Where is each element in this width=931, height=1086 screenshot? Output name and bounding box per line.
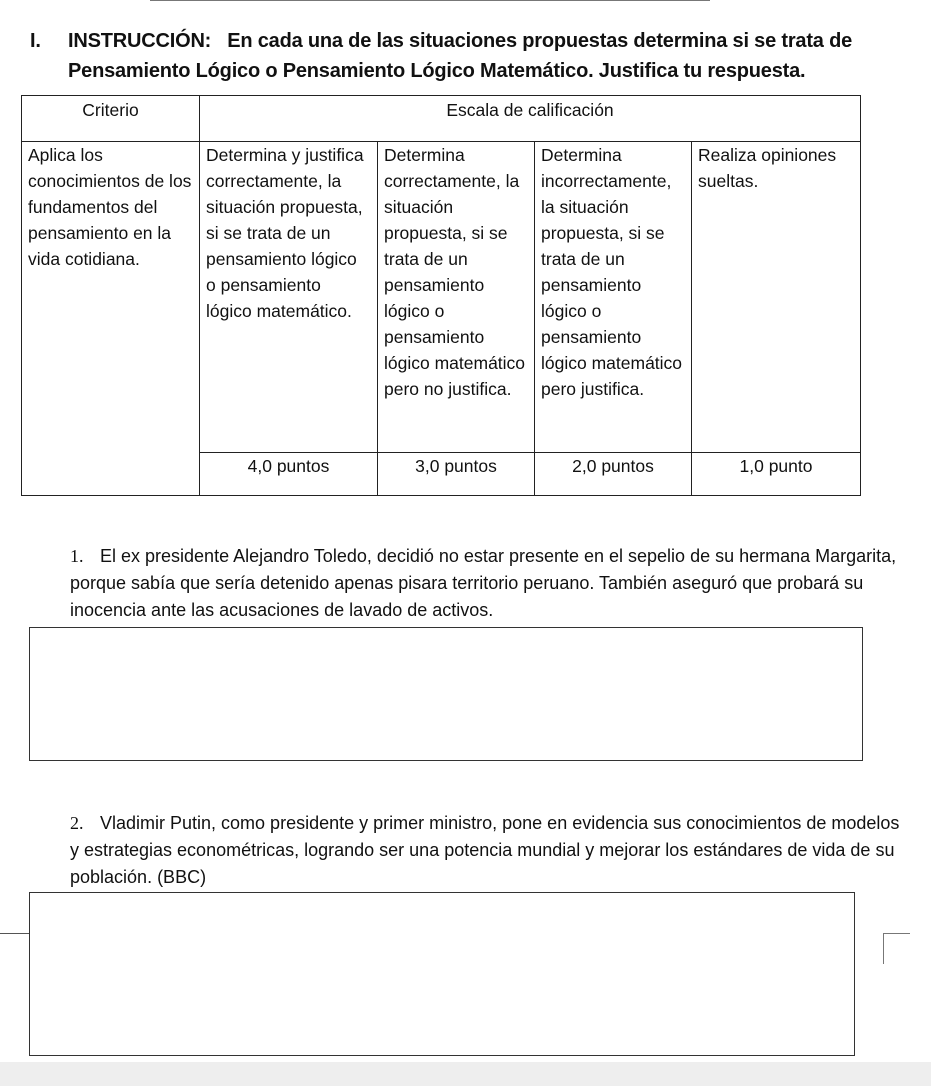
top-divider [150, 0, 710, 1]
question-1 [70, 543, 900, 624]
level-4-points: 4,0 puntos [200, 453, 378, 496]
instruction-line-2: Pensamiento Lógico o Pensamiento Lógico Matemático. Justifica tu respuesta. [68, 60, 806, 82]
left-margin-line [0, 933, 29, 934]
rubric-levels-row [22, 142, 861, 453]
criterio-cell: Aplica los conocimientos de los fundamentos del pensamiento en la vida cotidiana. [22, 142, 200, 496]
level-1-description: Realiza opiniones sueltas. [692, 142, 861, 453]
answer-box-2[interactable] [29, 892, 855, 1056]
level-3-points: 3,0 puntos [378, 453, 535, 496]
level-2-description: Determina incorrectamente, la situación propuesta, si se trata de un pensamiento lógico o pensamiento lógico matemático pero justifica. [535, 142, 692, 453]
answer-box-1[interactable] [29, 627, 863, 761]
question-2-text: Vladimir Putin, como presidente y primer ministro, pone en evidencia sus conocimientos de modelos y estrategias econométricas, logrando ser una potencia mundial y mejorar los estándares de vida de su población. (BBC) [70, 813, 900, 887]
question-2 [70, 810, 900, 891]
level-1-points: 1,0 punto [692, 453, 861, 496]
rubric-table [21, 95, 861, 496]
question-1-text: El ex presidente Alejandro Toledo, decidió no estar presente en el sepelio de su hermana Margarita, porque sabía que sería detenido apenas pisara territorio peruano. También aseguró que probará su inocencia ante las acusaciones de lavado de activos. [70, 546, 897, 620]
question-1-number: 1. [70, 546, 84, 566]
escala-header: Escala de calificación [200, 96, 861, 142]
level-4-description: Determina y justifica correctamente, la situación propuesta, si se trata de un pensamiento lógico o pensamiento lógico matemático. [200, 142, 378, 453]
criterio-header: Criterio [22, 96, 200, 142]
rubric-header-row [22, 96, 861, 142]
level-3-description: Determina correctamente, la situación propuesta, si se trata de un pensamiento lógico o pensamiento lógico matemático pero no justifica. [378, 142, 535, 453]
instruction-heading [30, 26, 900, 86]
instruction-number: I. [30, 30, 41, 52]
page-bottom-band [0, 1062, 931, 1086]
right-corner-mark [883, 933, 910, 964]
question-2-number: 2. [70, 813, 84, 833]
instruction-line-1: INSTRUCCIÓN: En cada una de las situaciones propuestas determina si se trata de [68, 30, 853, 52]
level-2-points: 2,0 puntos [535, 453, 692, 496]
